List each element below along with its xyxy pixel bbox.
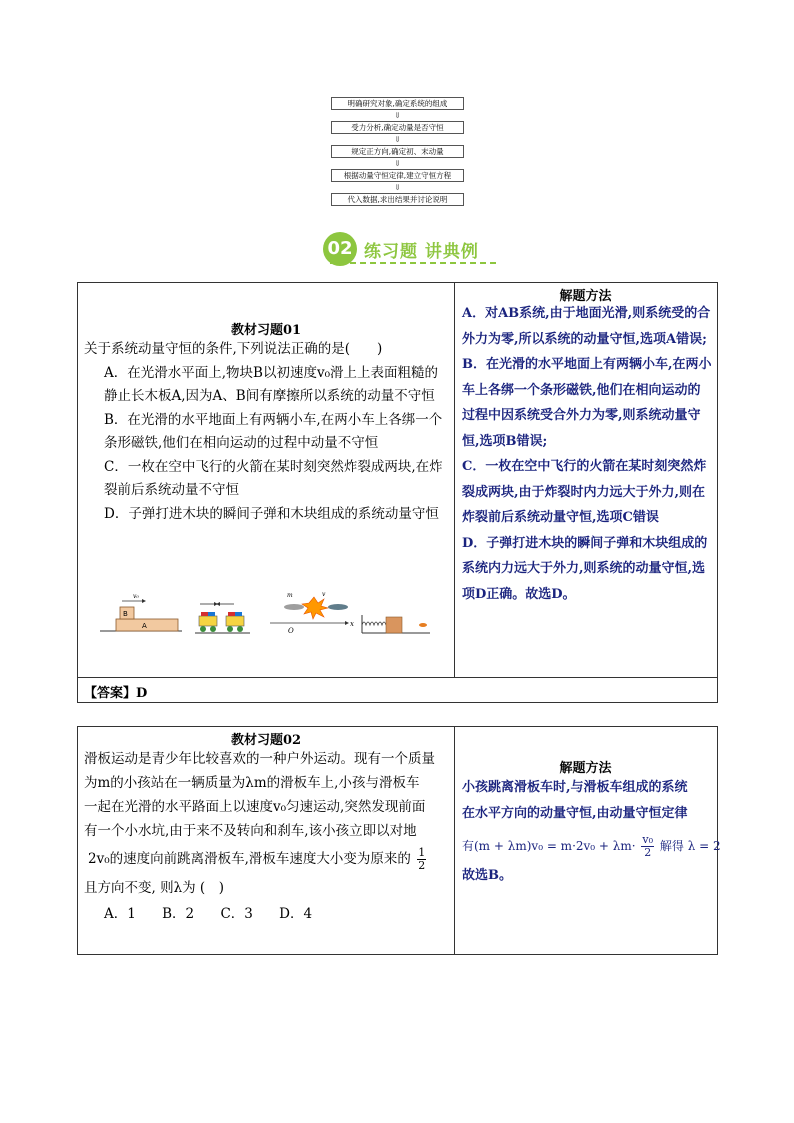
problem1-figures [100, 589, 440, 641]
option-d: D．4 [279, 906, 313, 922]
down-arrow-icon: ⇓ [394, 135, 401, 144]
problem2-options [84, 902, 448, 926]
label-v: v [322, 591, 326, 598]
label-a: A [142, 622, 147, 630]
flow-step: 根据动量守恒定律,建立守恒方程 [331, 169, 464, 182]
problem1-title: 教材习题01 [230, 323, 302, 338]
problem2-stem-line: 滑板运动是青少年比较喜欢的一种户外运动。现有一个质量 [84, 751, 435, 767]
option-b: B．在光滑的水平地面上有两辆小车,在两小车上各绑一个条形磁铁,他们在相向运动的过程中动量不守恒 [104, 411, 443, 451]
fraction-v0-over-2 [641, 834, 654, 859]
down-arrow-icon: ⇓ [394, 159, 401, 168]
fraction-denominator: 2 [644, 846, 652, 859]
option-c: C．3 [220, 906, 253, 922]
section-underline [330, 262, 496, 264]
section-heading [320, 232, 500, 268]
down-arrow-icon: ⇓ [394, 111, 401, 120]
row-divider [78, 677, 717, 678]
problem2-question [84, 747, 448, 926]
flow-step: 规定正方向,确定初、末动量 [331, 145, 464, 158]
label-x: x [350, 620, 354, 628]
label-m: m [287, 592, 293, 599]
solution-line: 小孩跳离滑板车时,与滑板车组成的系统 [462, 780, 688, 795]
problem2-title: 教材习题02 [230, 733, 302, 748]
figure-two-carts [195, 602, 250, 633]
problem2-solution-title: 解题方法 [559, 761, 612, 776]
figure-rocket [270, 591, 354, 635]
option-a: A．在光滑水平面上,物块B以初速度v₀滑上上表面粗糙的静止长木板A,因为A、B间有摩擦所以系统的动量不守恒 [104, 364, 438, 404]
fraction-numerator: v₀ [642, 833, 654, 846]
section-title: 练习题 讲典例 [364, 242, 479, 262]
solution-line: 在水平方向的动量守恒,由动量守恒定律 [462, 806, 688, 821]
stem-text: 2v₀的速度向前跳离滑板车,滑板车速度大小变为原来的 [88, 851, 411, 867]
flow-step: 受力分析,确定动量是否守恒 [331, 121, 464, 134]
solution-d: D．子弹打进木块的瞬间子弹和木块组成的系统内力远大于外力,则系统的动量守恒,选项D正确。故选D。 [462, 535, 708, 602]
problem2-solution [462, 775, 721, 889]
solution-conclusion: 故选B。 [462, 868, 512, 883]
problem2-stem-line: 为m的小孩站在一辆质量为λm的滑板车上,小孩与滑板车 [84, 775, 420, 791]
fraction-denominator: 2 [418, 859, 426, 872]
flow-step: 代入数据,求出结果并讨论说明 [331, 193, 464, 206]
problem1-table [77, 282, 718, 703]
problem1-question [84, 338, 448, 526]
problem2-stem-line: 有一个小水坑,由于来不及转向和刹车,该小孩立即以对地 [84, 823, 417, 839]
equation-result: 解得 λ = 2 [659, 839, 721, 853]
method-flowchart [331, 97, 464, 206]
problem1-solution [462, 301, 712, 607]
figure-block-on-board [100, 593, 182, 631]
solution-equation [462, 833, 721, 859]
label-origin: O [288, 627, 294, 635]
equation-left: 有(m + λm)v₀ = m·2v₀ + λm· [462, 839, 636, 853]
option-d: D．子弹打进木块的瞬间子弹和木块组成的系统动量守恒 [104, 505, 439, 522]
figure-bullet-block [362, 615, 430, 633]
problem1-answer: 【答案】D [84, 686, 148, 701]
label-v0: v₀ [133, 593, 139, 600]
problem2-stem-last: 且方向不变, 则λ为 ( ) [84, 880, 224, 896]
fraction-numerator: 1 [418, 846, 426, 859]
flow-step: 明确研究对象,确定系统的组成 [331, 97, 464, 110]
solution-c: C．一枚在空中飞行的火箭在某时刻突然炸裂成两块,由于炸裂时内力远大于外力,则在炸裂前后系统动量守恒,选项C错误 [462, 459, 707, 525]
problem1-solution-title: 解题方法 [559, 289, 612, 304]
option-b: B．2 [162, 906, 195, 922]
fraction-half [417, 847, 426, 872]
down-arrow-icon: ⇓ [394, 183, 401, 192]
solution-a: A．对AB系统,由于地面光滑,则系统受的合外力为零,所以系统的动量守恒,选项A错误; [462, 306, 711, 347]
label-b: B [123, 610, 128, 618]
option-c: C．一枚在空中飞行的火箭在某时刻突然炸裂成两块,在炸裂前后系统动量不守恒 [104, 458, 443, 498]
solution-b: B．在光滑的水平地面上有两辆小车,在两小车上各绑一个条形磁铁,他们在相向运动的过程中因系统受合外力为零,则系统动量守恒,选项B错误; [462, 357, 712, 449]
problem1-stem: 关于系统动量守恒的条件,下列说法正确的是( ) [84, 341, 383, 357]
section-number-badge: 02 [323, 232, 357, 266]
column-divider [454, 283, 455, 677]
problem2-stem-line: 一起在光滑的水平路面上以速度v₀匀速运动,突然发现前面 [84, 799, 426, 815]
option-a: A．1 [104, 906, 136, 922]
problem2-stem-fraction-line [84, 847, 448, 872]
problem2-table [77, 726, 721, 955]
